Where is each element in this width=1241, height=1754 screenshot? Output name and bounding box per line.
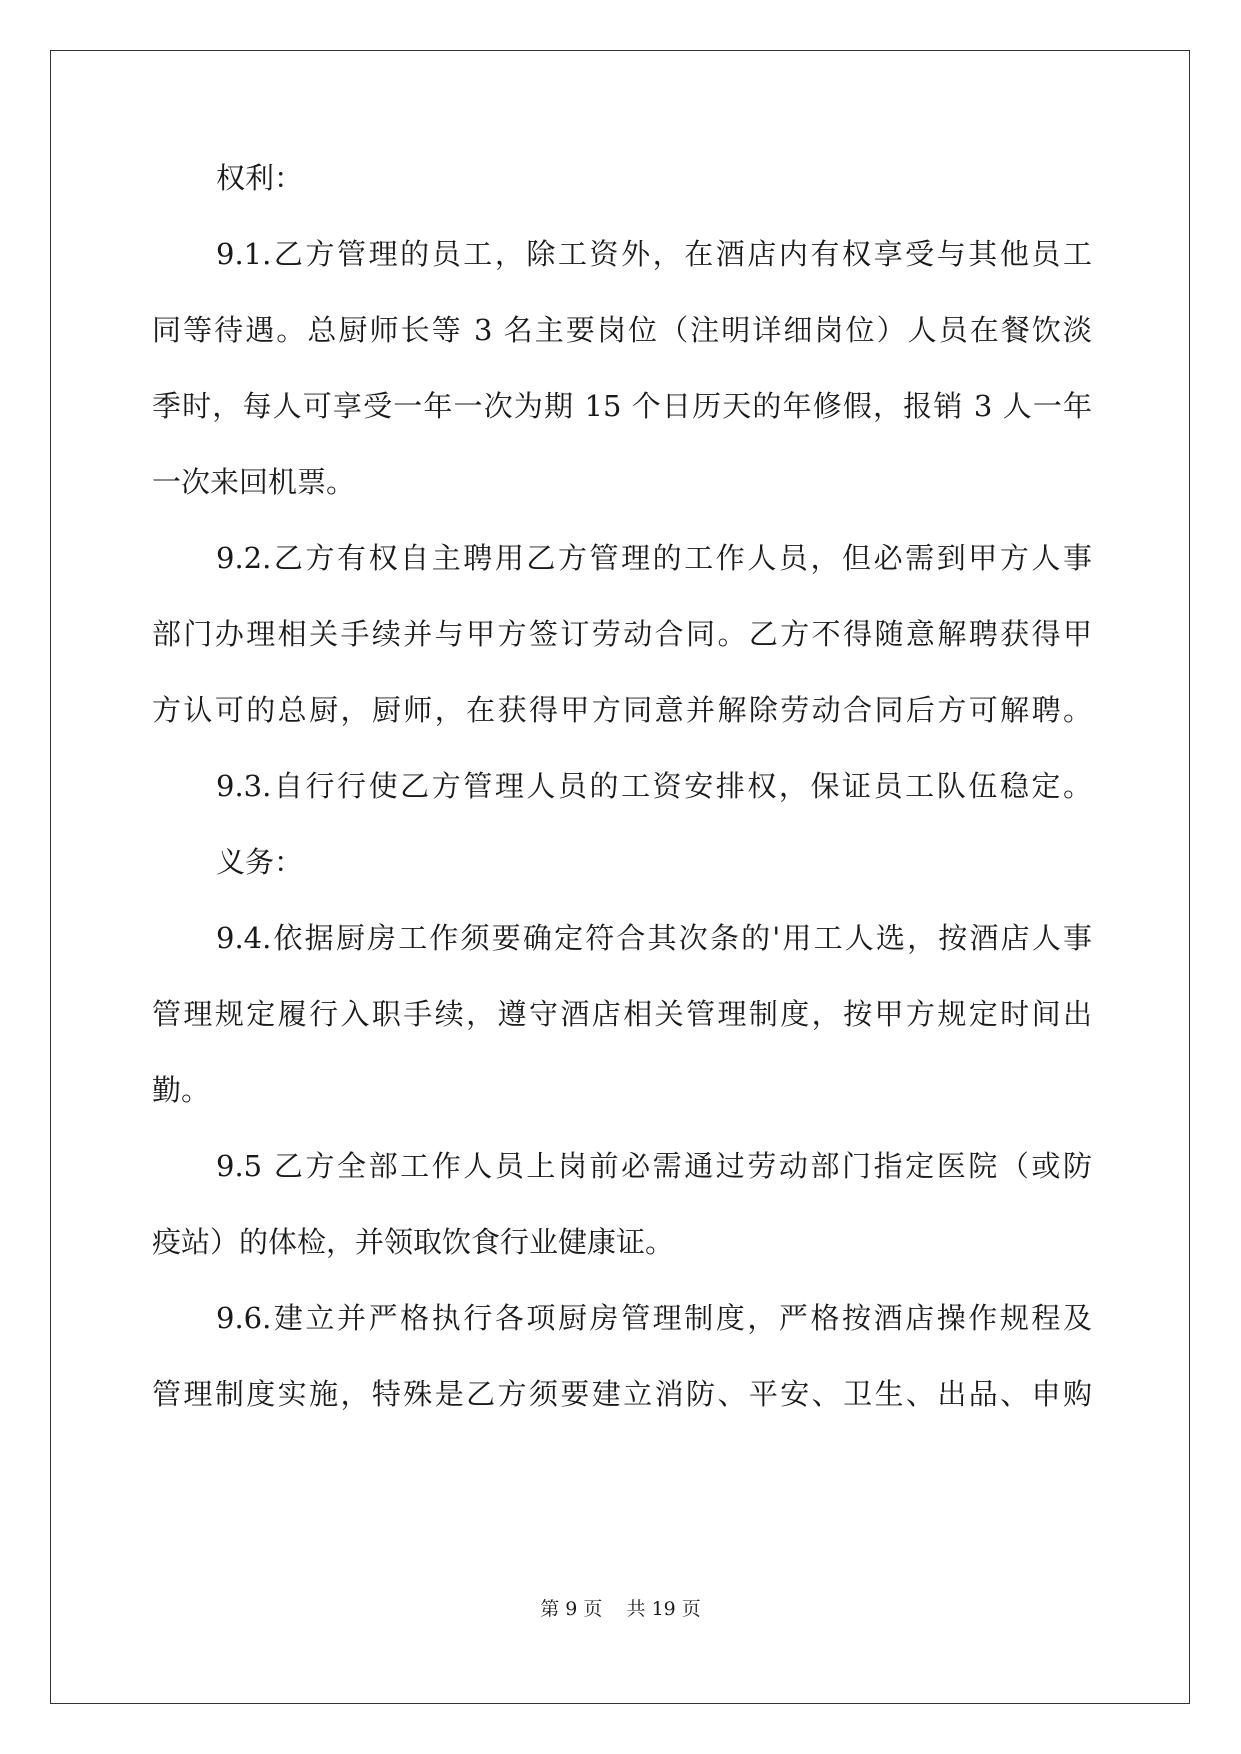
paragraph-line: 9.1.乙方管理的员工，除工资外，在酒店内有权享受与其他员工 [216, 237, 1092, 271]
paragraph-line: 季时，每人可享受一年一次为期 15 个日历天的年修假，报销 3 人一年 [152, 389, 1092, 423]
paragraph-line: 方认可的总厨，厨师，在获得甲方同意并解除劳动合同后方可解聘。 [152, 693, 1092, 727]
heading-rights: 权利： [216, 161, 304, 195]
paragraph-line: 9.2.乙方有权自主聘用乙方管理的工作人员，但必需到甲方人事 [216, 541, 1092, 575]
total-pages: 共 19 页 [626, 1598, 701, 1620]
paragraph-line: 9.4.依据厨房工作须要确定符合其次条的'用工人选，按酒店人事 [216, 921, 1092, 955]
heading-obligations: 义务： [216, 845, 304, 879]
paragraph-line: 部门办理相关手续并与甲方签订劳动合同。乙方不得随意解聘获得甲 [152, 617, 1092, 651]
paragraph-line: 勤。 [152, 1073, 211, 1107]
paragraph-line: 疫站）的体检，并领取饮食行业健康证。 [152, 1225, 675, 1259]
paragraph-line: 9.5 乙方全部工作人员上岗前必需通过劳动部门指定医院（或防 [216, 1149, 1092, 1183]
paragraph-line: 一次来回机票。 [152, 465, 356, 499]
paragraph-line: 管理规定履行入职手续，遵守酒店相关管理制度，按甲方规定时间出 [152, 997, 1092, 1031]
page-number: 第 9 页 [540, 1598, 603, 1620]
paragraph-line: 9.6.建立并严格执行各项厨房管理制度，严格按酒店操作规程及 [216, 1301, 1092, 1335]
paragraph-line: 同等待遇。总厨师长等 3 名主要岗位（注明详细岗位）人员在餐饮淡 [152, 313, 1092, 347]
page-footer [0, 1596, 1241, 1622]
paragraph-line: 管理制度实施，特殊是乙方须要建立消防、平安、卫生、出品、申购 [152, 1377, 1092, 1411]
paragraph-line: 9.3.自行行使乙方管理人员的工资安排权，保证员工队伍稳定。 [216, 769, 1092, 803]
